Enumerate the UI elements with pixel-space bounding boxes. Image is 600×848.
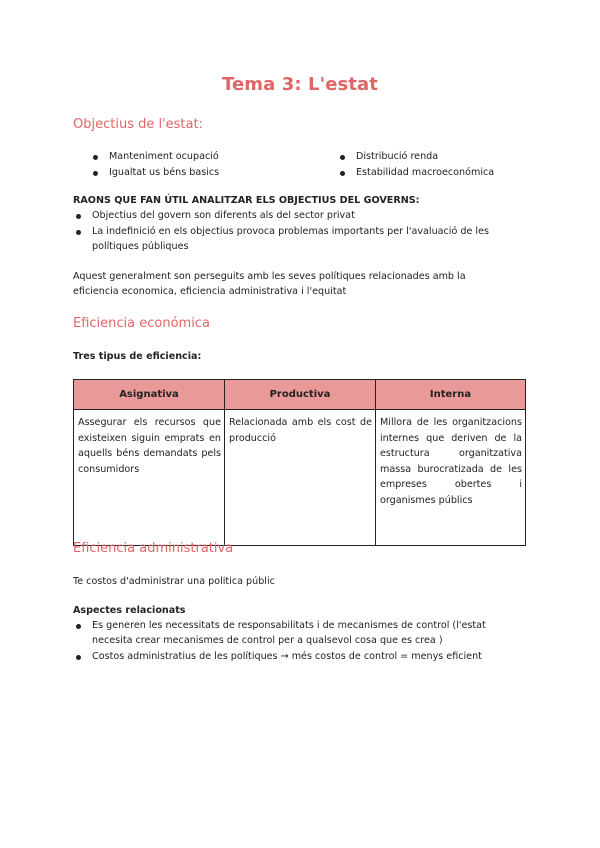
table-header: Interna xyxy=(376,380,526,410)
intro-paragraph: Aquest generalment son perseguits amb les seves polítiques relacionades amb la eficiencia economica, eficiencia administrativa i l'equitat xyxy=(73,271,466,297)
raons-list xyxy=(73,208,528,255)
eficiencia-administrativa-heading: Eficiencia administrativa xyxy=(73,541,234,556)
table-header-row xyxy=(74,380,526,410)
eficiencia-table xyxy=(73,379,526,546)
tres-tipus-subheading: Tres tipus de eficiencia: xyxy=(73,351,202,362)
list-item: Estabilidad macroeconómica xyxy=(337,165,537,181)
eficiencia-economica-heading: Eficiencia económica xyxy=(73,316,210,331)
table-cell: Relacionada amb els cost de producció xyxy=(225,410,376,546)
list-item: Objectius del govern son diferents als del sector privat xyxy=(73,208,528,223)
page-title: Tema 3: L'estat xyxy=(221,74,378,95)
table-header: Productiva xyxy=(225,380,376,410)
objectius-list-left xyxy=(90,149,320,181)
objectius-heading: Objectius de l'estat: xyxy=(73,117,203,132)
list-item: La indefinició en els objectius provoca problemas importants per l'avaluació de les polítiques públiques xyxy=(73,224,528,254)
aspectes-heading: Aspectes relacionats xyxy=(73,605,186,616)
list-item: Igualtat us béns basics xyxy=(90,165,320,181)
table-header: Asignativa xyxy=(74,380,225,410)
list-item: Es generen les necessitats de responsabilitats i de mecanismes de control (l'estat necesita crear mecanismes de control per a qualsevol cosa que es crea ) xyxy=(73,618,528,648)
administrativa-text: Te costos d'administrar una politica públic xyxy=(73,576,275,587)
list-item: Costos administratius de les polítiques → més costos de control = menys eficient xyxy=(73,649,528,664)
table-row xyxy=(74,410,526,546)
table-cell: Millora de les organitzacions internes que deriven de la estructura organitzativa massa burocratizada de les empreses obertes i organismes públics xyxy=(376,410,526,546)
aspectes-list xyxy=(73,618,528,665)
raons-heading: RAONS QUE FAN ÚTIL ANALITZAR ELS OBJECTIUS DEL GOVERNS: xyxy=(73,195,420,206)
list-item: Manteniment ocupació xyxy=(90,149,320,165)
table-cell: Assegurar els recursos que existeixen siguin emprats en aquells béns demandats pels consumidors xyxy=(74,410,225,546)
objectius-list-right xyxy=(337,149,537,181)
list-item: Distribució renda xyxy=(337,149,537,165)
